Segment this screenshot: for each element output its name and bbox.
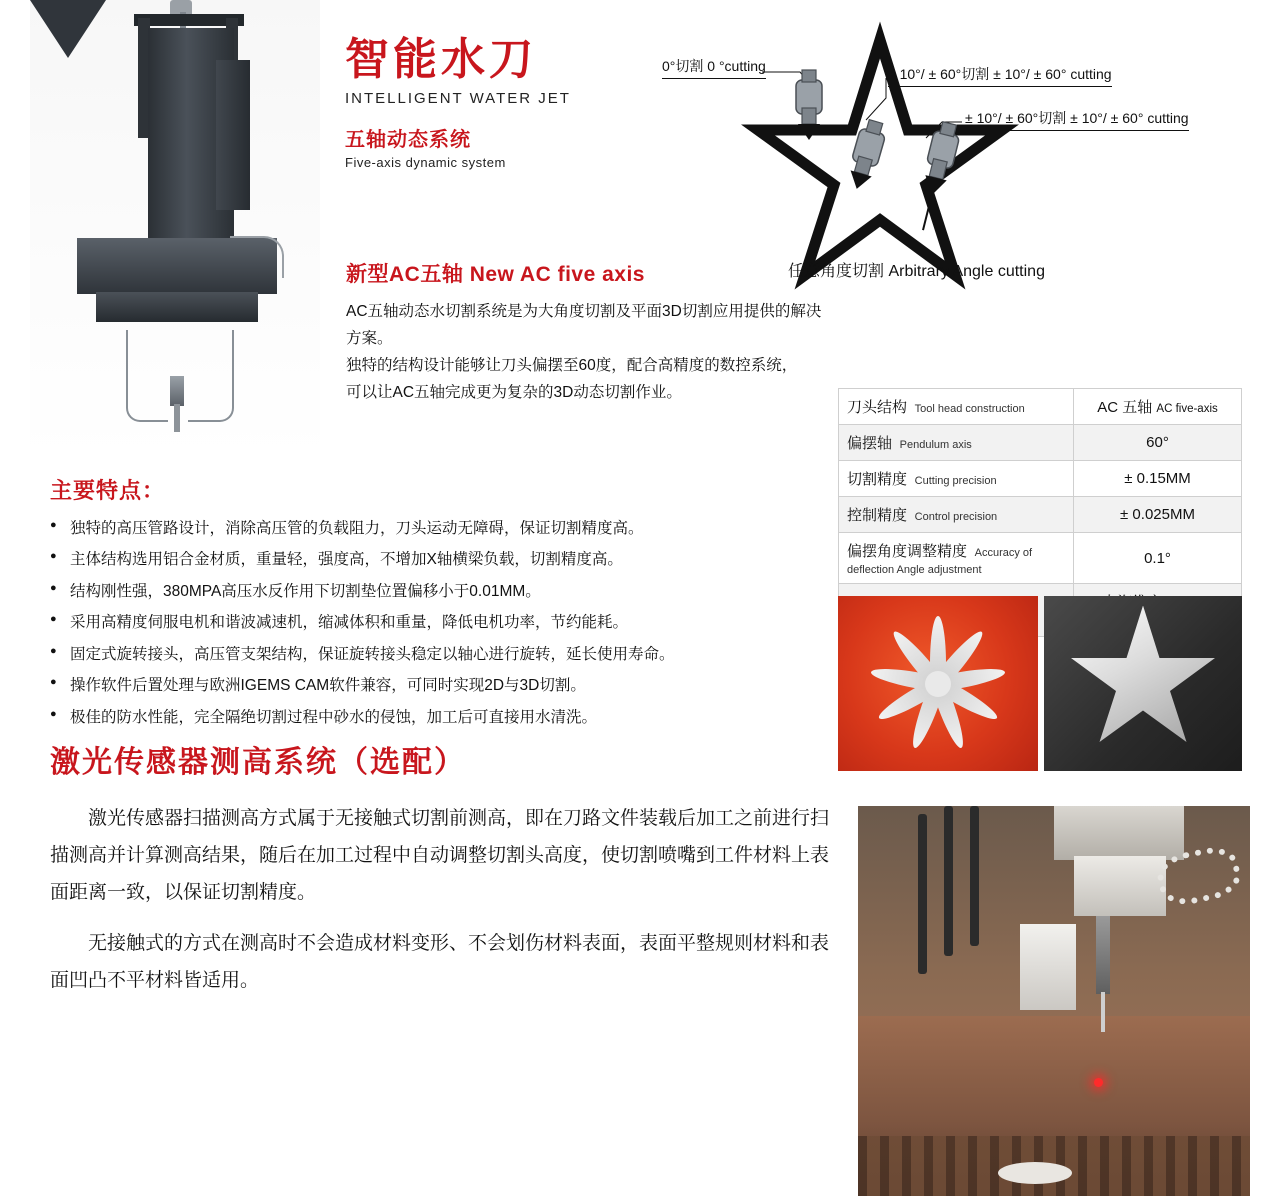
spec-value-cell <box>1074 497 1242 533</box>
blade-sample-image <box>838 596 1038 771</box>
spec-value-cn: AC 五轴 <box>1097 399 1153 416</box>
diagram-label-angle-2: ± 10°/ ± 60°切割 ± 10°/ ± 60° cutting <box>965 108 1189 131</box>
machine-gantry <box>1054 806 1184 860</box>
spec-label-en: Cutting precision <box>914 475 997 487</box>
machine-disc-part <box>998 1162 1072 1184</box>
feature-list-item: ● 固定式旋转接头，高压管支架结构，保证旋转接头稳定以轴心进行旋转，延长使用寿命。 <box>50 643 820 667</box>
spec-label-en: Control precision <box>914 511 998 523</box>
features-section <box>50 474 820 737</box>
title-block <box>345 36 645 170</box>
machine-nozzle <box>1096 916 1110 994</box>
diagram-caption: 任意角度切割 Arbitrary Angle cutting <box>788 263 1045 280</box>
ac-five-axis-section <box>346 258 826 407</box>
laser-paragraph: 激光传感器扫描测高方式属于无接触式切割前测高，即在刀路文件装载后加工之前进行扫描测高并计算测高结果，随后在加工过程中自动调整切割头高度，使切割喷嘴到工件材料上表面距离一致，以保证切割精度。 <box>50 808 830 904</box>
spec-value-cell <box>1074 425 1242 461</box>
star-sample-shape <box>1068 606 1218 756</box>
star-sample-image <box>1044 596 1242 771</box>
spec-label-cell <box>839 533 1074 584</box>
machine-sensor-box <box>1020 924 1076 1010</box>
machine-hose <box>944 806 953 956</box>
spec-label-cn: 刀头结构 <box>847 399 908 416</box>
photo-detail-cone <box>30 0 106 58</box>
table-row <box>839 497 1242 533</box>
spec-label-cell <box>839 461 1074 497</box>
spec-value-en: AC five-axis <box>1156 403 1218 415</box>
feature-list-item: ● 极佳的防水性能，完全隔绝切割过程中砂水的侵蚀，加工后可直接用水清洗。 <box>50 706 820 730</box>
feature-list-item: ● 主体结构选用铝合金材质，重量轻，强度高，不增加X轴横梁负载，切割精度高。 <box>50 548 820 572</box>
spec-label-cn: 控制精度 <box>847 507 908 524</box>
spec-label-cell <box>839 389 1074 425</box>
page-title-en: INTELLIGENT WATER JET <box>345 90 571 108</box>
ac-section-heading <box>346 258 826 288</box>
blade-hub <box>925 671 951 697</box>
ac-section-line: 独特的结构设计能够让刀头偏摆至60度，配合高精度的数控系统， <box>346 357 798 375</box>
cutting-angle-diagram <box>650 20 1270 290</box>
feature-list-item: ● 结构刚性强，380MPA高压水反作用下切割垫位置偏移小于0.01MM。 <box>50 580 820 604</box>
ac-section-line: AC五轴动态水切割系统是为大角度切割及平面3D切割应用提供的解决方案。 <box>346 303 822 348</box>
feature-list-item: ● 独特的高压管路设计，消除高压管的负载阻力，刀头运动无障碍，保证切割精度高。 <box>50 517 820 541</box>
machine-photo <box>858 806 1250 1196</box>
spec-label-cn: 偏摆轴 <box>847 435 893 452</box>
page-title-cn: 智能水刀 <box>345 35 537 84</box>
feature-list-item: ● 采用高精度伺服电机和谐波减速机，缩减体积和重量，降低电机功率，节约能耗。 <box>50 611 820 635</box>
page-subtitle-cn: 五轴动态系统 <box>345 129 471 152</box>
spec-label-en: Pendulum axis <box>899 439 972 451</box>
spec-label-en: Accuracy of deflection Angle adjustment <box>847 547 1033 576</box>
features-title: 主要特点： <box>50 478 166 503</box>
ac-section-heading-en: New AC five axis <box>469 263 645 286</box>
machine-needle <box>1101 992 1105 1032</box>
page-subtitle-en: Five-axis dynamic system <box>345 155 506 171</box>
photo-detail-nozzle <box>170 376 184 406</box>
ac-section-heading-cn: 新型AC五轴 <box>346 263 464 286</box>
spec-value-cn: ± 0.025MM <box>1120 506 1195 523</box>
table-row <box>839 389 1242 425</box>
machine-hose <box>970 806 979 946</box>
spec-value-cn: 0.1° <box>1144 549 1171 567</box>
spec-value-cell <box>1074 461 1242 497</box>
feature-list-item: ● 操作软件后置处理与欧洲IGEMS CAM软件兼容，可同时实现2D与3D切割。 <box>50 674 820 698</box>
photo-detail-side-block <box>216 60 250 210</box>
photo-detail-tip <box>174 404 180 432</box>
spec-label-cell <box>839 497 1074 533</box>
diagram-label-0deg: 0°切割 0 °cutting <box>662 56 766 79</box>
photo-detail-arm-left <box>126 330 168 422</box>
spec-value-cell <box>1074 389 1242 425</box>
machine-cutting-head <box>1074 856 1166 916</box>
table-row <box>839 425 1242 461</box>
spec-label-cn: 偏摆角度调整精度 <box>847 543 968 560</box>
laser-spot-indicator <box>1094 1078 1103 1087</box>
product-photo <box>30 0 320 460</box>
spec-value-cn: 60° <box>1146 434 1169 451</box>
spec-label-cell <box>839 425 1074 461</box>
laser-section-heading: 激光传感器测高系统（选配） <box>50 746 466 779</box>
spec-label-en: Tool head construction <box>914 403 1025 415</box>
table-row <box>839 461 1242 497</box>
photo-detail-arm-right <box>188 330 234 422</box>
ac-section-body <box>346 298 826 407</box>
ac-section-line: 可以让AC五轴完成更为复杂的3D动态切割作业。 <box>346 384 682 402</box>
machine-hose <box>918 814 927 974</box>
diagram-label-angle-1: ± 10°/ ± 60°切割 ± 10°/ ± 60° cutting <box>888 64 1112 87</box>
spec-value-cn: ± 0.15MM <box>1124 470 1191 487</box>
laser-section-body <box>50 800 830 1013</box>
photo-detail-base-lower <box>96 292 258 322</box>
spec-value-cell <box>1074 533 1242 584</box>
spec-label-cn: 切割精度 <box>847 471 908 488</box>
photo-detail-wire <box>230 236 284 278</box>
laser-paragraph: 无接触式的方式在测高时不会造成材料变形、不会划伤材料表面，表面平整规则材料和表面凹凸不平材料皆适用。 <box>50 933 830 992</box>
table-row <box>839 533 1242 584</box>
